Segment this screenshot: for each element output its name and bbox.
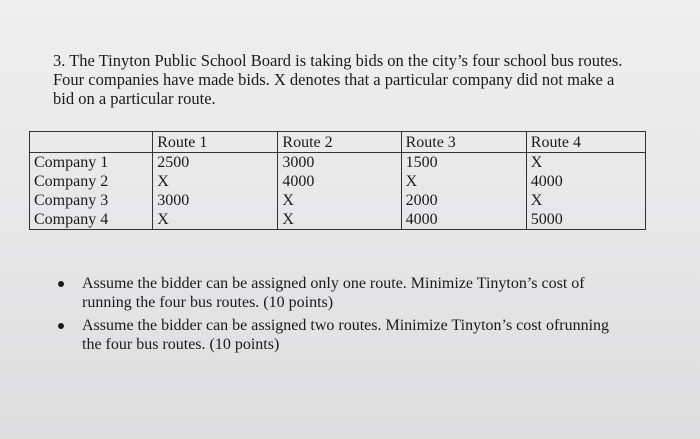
bid-cell: 5000 (526, 210, 645, 230)
bid-cell: 4000 (526, 172, 645, 191)
header-corner-cell (30, 132, 153, 153)
list-item (58, 316, 658, 354)
bullet-icon (58, 281, 64, 287)
bid-cell: 4000 (278, 172, 401, 191)
bid-cell: X (278, 210, 401, 230)
bullet-icon (58, 323, 64, 329)
bid-cell: 3000 (278, 153, 401, 173)
table-row (30, 172, 646, 191)
header-route-1: Route 1 (153, 132, 278, 153)
question-line: Four companies have made bids. X denotes that a particular company did not make a (53, 70, 615, 89)
list-item (58, 274, 658, 312)
bullet-list (58, 274, 658, 358)
header-route-2: Route 2 (278, 132, 401, 153)
bid-cell: 2500 (153, 153, 278, 173)
question-line: 3. The Tinyton Public School Board is taking bids on the city’s four school bus routes. (53, 51, 623, 70)
bullet-line: Assume the bidder can be assigned only one route. Minimize Tinyton’s cost of (82, 275, 585, 292)
bullet-text (82, 316, 658, 354)
bid-cell: X (526, 153, 645, 173)
question-line: bid on a particular route. (53, 89, 216, 108)
header-route-4: Route 4 (526, 132, 645, 153)
table-row (30, 153, 646, 173)
bullet-line: running the four bus routes. (10 points) (82, 294, 334, 311)
header-route-3: Route 3 (401, 132, 526, 153)
bid-cell: 4000 (401, 210, 526, 230)
bullet-line: Assume the bidder can be assigned two routes. Minimize Tinyton’s cost ofrunning (82, 317, 610, 334)
bid-cell: 1500 (401, 153, 526, 173)
table-header-row (30, 132, 646, 153)
bids-table (29, 131, 646, 230)
bid-cell: X (153, 210, 278, 230)
question-text (53, 51, 653, 108)
company-name-cell: Company 4 (30, 210, 153, 230)
bid-cell: X (526, 191, 645, 210)
table-row (30, 210, 646, 230)
company-name-cell: Company 2 (30, 172, 153, 191)
company-name-cell: Company 3 (30, 191, 153, 210)
bid-cell: X (278, 191, 401, 210)
bullet-text (82, 274, 658, 312)
bid-cell: 2000 (401, 191, 526, 210)
bullet-line: the four bus routes. (10 points) (82, 336, 280, 353)
company-name-cell: Company 1 (30, 153, 153, 173)
table-row (30, 191, 646, 210)
bid-cell: X (153, 172, 278, 191)
bid-cell: 3000 (153, 191, 278, 210)
bid-cell: X (401, 172, 526, 191)
